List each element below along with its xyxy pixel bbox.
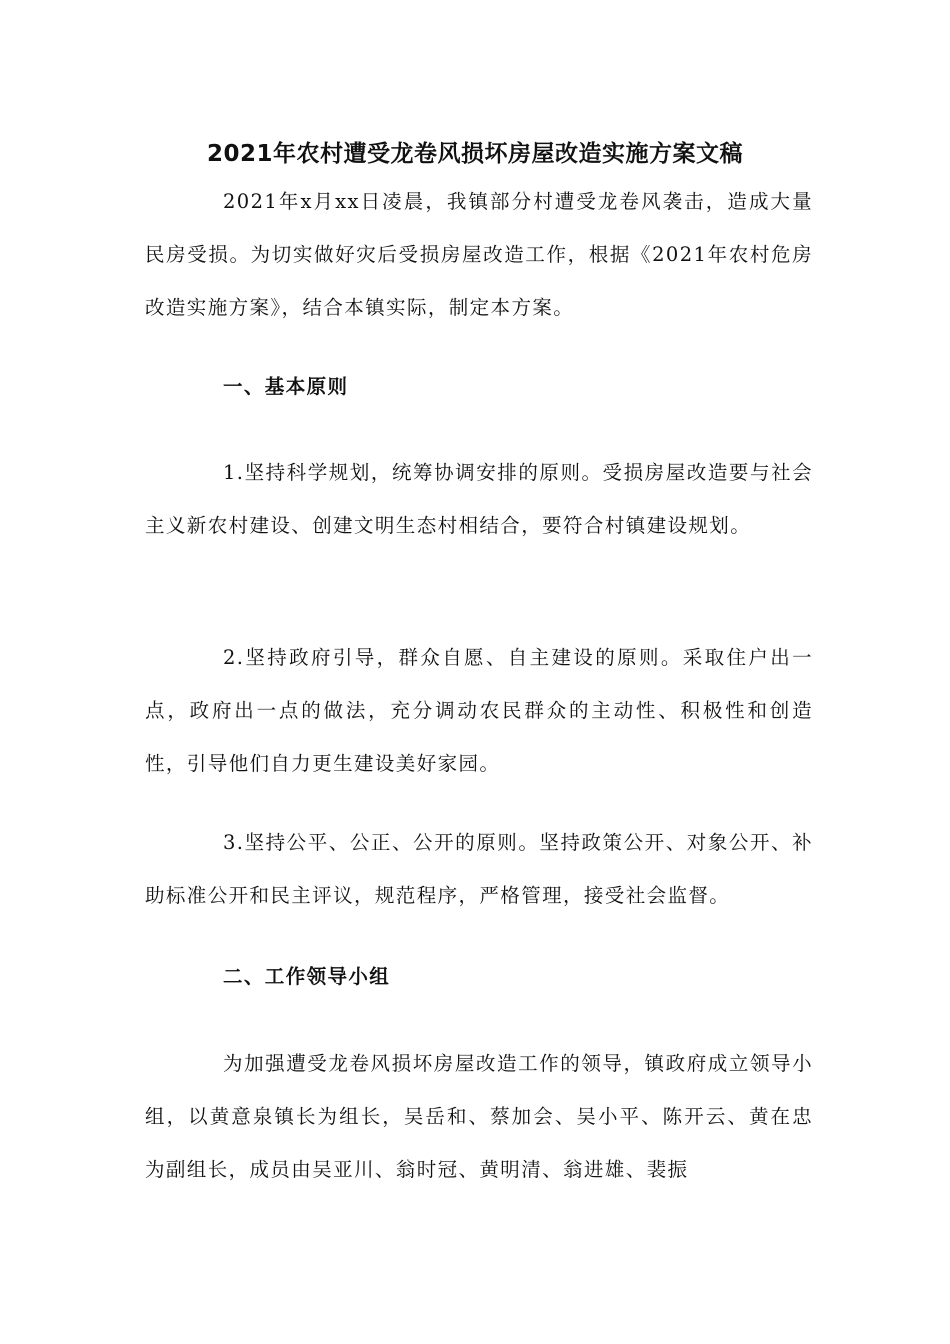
principle-item-2: 2.坚持政府引导，群众自愿、自主建设的原则。采取住户出一点，政府出一点的做法，充分调动农民群众的主动性、积极性和创造性，引导他们自力更生建设美好家园。 xyxy=(145,646,813,775)
principle-item-1: 1.坚持科学规划，统筹协调安排的原则。受损房屋改造要与社会主义新农村建设、创建文明生态村相结合，要符合村镇建设规划。 xyxy=(145,461,813,537)
principle-item-3: 3.坚持公平、公正、公开的原则。坚持政策公开、对象公开、补助标准公开和民主评议，规范程序，严格管理，接受社会监督。 xyxy=(145,831,813,907)
section-heading-basic-principles: 一、基本原则 xyxy=(223,375,349,398)
section-heading-leadership-group: 二、工作领导小组 xyxy=(223,965,391,988)
intro-paragraph: 2021年x月xx日凌晨，我镇部分村遭受龙卷风袭击，造成大量民房受损。为切实做好灾后受损房屋改造工作，根据《2021年农村危房改造实施方案》，结合本镇实际，制定本方案。 xyxy=(145,190,813,319)
leadership-group-paragraph: 为加强遭受龙卷风损坏房屋改造工作的领导，镇政府成立领导小组，以黄意泉镇长为组长，吴岳和、蔡加会、吴小平、陈开云、黄在忠为副组长，成员由吴亚川、翁时冠、黄明清、翁进雄、裴振 xyxy=(145,1052,813,1181)
document-title: 2021年农村遭受龙卷风损坏房屋改造实施方案文稿 xyxy=(206,141,743,167)
